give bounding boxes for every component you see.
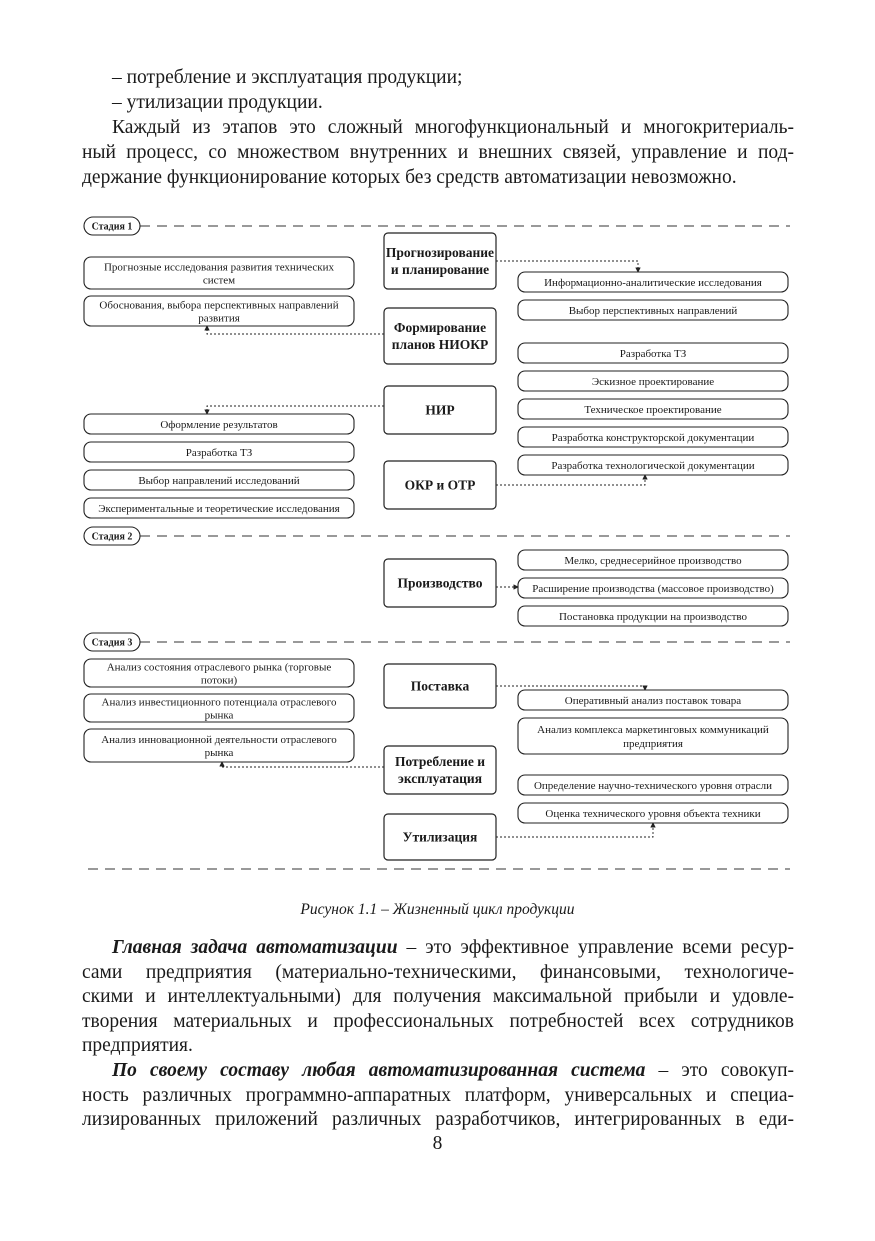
- intro-line-2: ный процесс, со множеством внутренних и внешних связей, управление и под-: [82, 142, 794, 163]
- stage-label-text: Стадия 2: [91, 531, 133, 543]
- left-task-box: [84, 257, 354, 289]
- left-task-text: рынка: [204, 709, 234, 722]
- flow-connector: [222, 762, 384, 767]
- stage-label-3: [84, 633, 140, 651]
- stage-box-label: планов НИОКР: [391, 337, 489, 353]
- left-task-box: [84, 729, 354, 762]
- right-task-box: [518, 455, 788, 475]
- stage-box-1: [384, 233, 496, 289]
- stage-box-label: Прогнозирование: [385, 245, 495, 261]
- left-task-text: Экспериментальные и теоретические исследования: [98, 502, 340, 515]
- right-task-text: Выбор перспективных направлений: [568, 304, 738, 317]
- right-task-text: Информационно-аналитические исследования: [544, 276, 762, 289]
- flow-connector: [496, 823, 653, 837]
- bullet-disposal: – утилизации продукции.: [112, 92, 323, 113]
- bullet-consumption: – потребление и эксплуатация продукции;: [112, 67, 463, 88]
- left-task-text: Прогнозные исследования развития технических: [103, 261, 335, 274]
- right-task-box: [518, 300, 788, 320]
- right-task-box: [518, 718, 788, 754]
- stage-box-8: [384, 814, 496, 860]
- right-task-text: Оперативный анализ поставок товара: [564, 694, 742, 707]
- right-task-box: [518, 550, 788, 570]
- right-task-text: Техническое проектирование: [584, 403, 722, 416]
- intro-line-1: Каждый из этапов это сложный многофункциональный и многокритериаль-: [112, 117, 794, 138]
- stage-box-2: [384, 308, 496, 364]
- right-task-text: Определение научно-технического уровня отрасли: [533, 779, 773, 792]
- right-task-text: Мелко, среднесерийное производство: [564, 554, 742, 567]
- right-task-box: [518, 371, 788, 391]
- left-task-box: [84, 659, 354, 687]
- stage-box-label: Потребление и: [394, 754, 486, 770]
- left-task-box: [84, 414, 354, 434]
- right-task-text: Эскизное проектирование: [591, 375, 715, 388]
- stage-label-text: Стадия 1: [91, 221, 133, 233]
- left-task-text: систем: [202, 274, 236, 287]
- paragraph-automation-goal: [82, 936, 794, 1059]
- stage-box-6: [384, 664, 496, 708]
- intro-line-3: держание функционирование которых без средств автоматизации невозможно.: [82, 167, 737, 188]
- stage-box-label: НИР: [425, 402, 455, 418]
- left-task-box: [84, 694, 354, 722]
- stage-box-label: Утилизация: [402, 829, 478, 845]
- flow-connector: [496, 686, 645, 690]
- right-task-box: [518, 578, 788, 598]
- left-task-text: Разработка ТЗ: [185, 446, 253, 459]
- text-line: лизированных приложений различных разработчиков, интегрированных в еди-: [82, 1109, 794, 1131]
- right-task-box: [518, 690, 788, 710]
- right-task-text: Разработка технологической документации: [551, 459, 755, 472]
- right-task-text: Анализ комплекса маркетинговых коммуникаций: [537, 723, 769, 736]
- right-task-text: предприятия: [623, 737, 683, 750]
- page-number: 8: [432, 1133, 443, 1154]
- left-task-text: развития: [198, 312, 240, 325]
- stage-box-label: Поставка: [410, 678, 470, 694]
- stage-box-label: и планирование: [390, 262, 490, 278]
- text-line: предприятия.: [82, 1035, 193, 1057]
- flow-connector: [496, 261, 638, 272]
- left-task-text: Обоснования, выбора перспективных направлений: [99, 299, 339, 312]
- right-task-text: Постановка продукции на производство: [558, 610, 748, 623]
- right-task-box: [518, 272, 788, 292]
- left-task-box: [84, 470, 354, 490]
- stage-box-7: [384, 746, 496, 794]
- right-task-text: Оценка технического уровня объекта техники: [545, 807, 761, 820]
- stage-label-1: [84, 217, 140, 235]
- right-task-text: Расширение производства (массовое производство): [532, 582, 774, 595]
- left-task-text: Анализ инновационной деятельности отраслевого: [101, 733, 337, 746]
- left-task-box: [84, 442, 354, 462]
- text-line: – это совокуп-: [645, 1060, 794, 1081]
- text-line: творения материальных и профессиональных потребностей всех сотрудников: [82, 1010, 794, 1032]
- paragraph-lead: По своему составу любая автоматизированная система: [112, 1060, 646, 1081]
- stage-box-label: Производство: [397, 575, 483, 591]
- right-task-text: Разработка конструкторской документации: [551, 431, 755, 444]
- stage-box-label: Формирование: [393, 320, 487, 336]
- right-task-box: [518, 343, 788, 363]
- left-task-text: Выбор направлений исследований: [138, 474, 300, 487]
- left-task-text: потоки): [200, 674, 238, 687]
- text-line: – это эффективное управление всеми ресур-: [397, 937, 794, 958]
- text-line: сами предприятия (материально-техническими, финансовыми, технологиче-: [82, 961, 794, 983]
- text-line: ность различных программно-аппаратных платформ, универсальных и специа-: [82, 1084, 794, 1106]
- stage-box-label: эксплуатация: [398, 771, 482, 787]
- left-task-text: Анализ инвестиционного потенциала отраслевого: [101, 696, 337, 709]
- figure-caption: Рисунок 1.1 – Жизненный цикл продукции: [300, 901, 575, 918]
- left-task-text: Оформление результатов: [160, 418, 278, 431]
- flow-connector: [207, 326, 384, 334]
- right-task-box: [518, 399, 788, 419]
- paragraph-lead: Главная задача автоматизации: [112, 937, 398, 958]
- stage-label-2: [84, 527, 140, 545]
- flow-connector: [207, 406, 384, 414]
- left-task-box: [84, 498, 354, 518]
- stage-box-4: [384, 461, 496, 509]
- left-task-box: [84, 296, 354, 326]
- text-line: скими и интеллектуальными) для получения максимальной прибыли и удовле-: [82, 986, 794, 1008]
- right-task-box: [518, 427, 788, 447]
- stage-box-label: ОКР и ОТР: [404, 477, 476, 493]
- right-task-box: [518, 775, 788, 795]
- flow-connector: [496, 475, 645, 485]
- right-task-box: [518, 606, 788, 626]
- paragraph-system-composition: [82, 1059, 794, 1133]
- right-task-text: Разработка ТЗ: [619, 347, 687, 360]
- left-task-text: Анализ состояния отраслевого рынка (торговые: [106, 661, 332, 674]
- stage-box-5: [384, 559, 496, 607]
- right-task-box: [518, 803, 788, 823]
- stage-label-text: Стадия 3: [91, 637, 133, 649]
- left-task-text: рынка: [204, 746, 234, 759]
- stage-box-3: [384, 386, 496, 434]
